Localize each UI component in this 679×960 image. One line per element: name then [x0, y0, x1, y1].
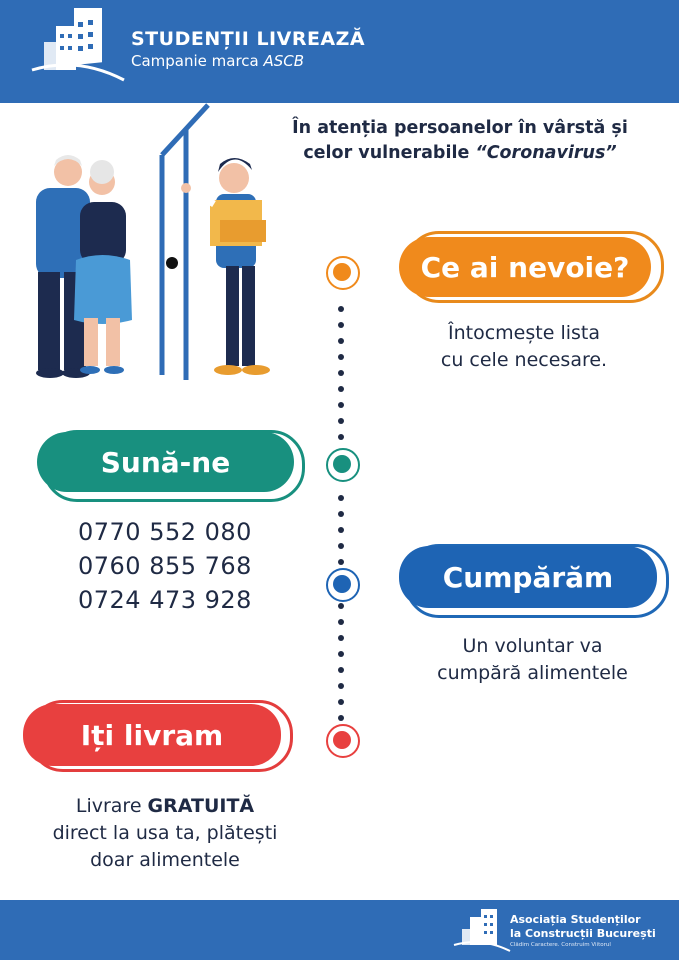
step-deliver-line-1: Livrare GRATUITĂ — [75, 795, 255, 817]
timeline-node-call — [326, 448, 360, 482]
step-buy-line-1: Un voluntar va — [462, 635, 603, 657]
buildings-logo-icon — [28, 8, 128, 84]
campaign-subtitle: Campanie marca ASCB — [131, 52, 305, 70]
timeline-dot — [338, 619, 344, 625]
timeline-dot — [338, 527, 344, 533]
association-logo-icon — [452, 905, 512, 955]
timeline-dot — [338, 683, 344, 689]
step-need-description — [404, 320, 644, 374]
timeline-dot — [338, 603, 344, 609]
timeline-dot — [338, 559, 344, 565]
timeline-dot — [338, 635, 344, 641]
timeline-dot — [338, 511, 344, 517]
timeline-dot — [338, 306, 344, 312]
phone-number[interactable]: 0724 473 928 — [78, 586, 252, 614]
timeline-dot — [338, 715, 344, 721]
timeline-dot — [338, 322, 344, 328]
footer-org-line-1: Asociația Studenților — [510, 913, 641, 926]
timeline-node-buy — [326, 568, 360, 602]
timeline-dot — [338, 651, 344, 657]
courier-figure — [181, 158, 270, 375]
timeline-dot — [338, 699, 344, 705]
timeline-dot — [338, 370, 344, 376]
timeline-dot — [338, 543, 344, 549]
intro-line-2: celor vulnerabile “Coronavirus” — [303, 143, 617, 163]
step-need-title: Ce ai nevoie? — [399, 237, 651, 297]
timeline-node-deliver — [326, 724, 360, 758]
timeline-dot — [338, 402, 344, 408]
timeline-dot — [338, 354, 344, 360]
timeline-dot — [338, 338, 344, 344]
timeline-dot — [338, 418, 344, 424]
step-deliver-line-3: doar alimentele — [90, 849, 240, 871]
timeline-node-need — [326, 256, 360, 290]
intro-line-1: În atenția persoanelor în vârstă și — [292, 118, 628, 138]
step-deliver-line-2: direct la usa ta, plătești — [52, 822, 278, 844]
timeline-dot — [338, 667, 344, 673]
timeline-dot — [338, 386, 344, 392]
step-deliver-description — [20, 793, 310, 874]
door-icon — [162, 105, 208, 380]
timeline-dot — [338, 495, 344, 501]
step-deliver-title: Iți livram — [23, 704, 281, 766]
footer-tagline: Clădim Caractere. Construim Viitorul — [510, 942, 611, 948]
phone-number[interactable]: 0770 552 080 — [78, 518, 252, 546]
phone-number[interactable]: 0760 855 768 — [78, 552, 252, 580]
step-need-line-1: Întocmește lista — [448, 322, 600, 344]
timeline-dot — [338, 434, 344, 440]
delivery-illustration — [20, 100, 320, 385]
step-call-title: Sună-ne — [37, 432, 294, 492]
step-buy-title: Cumpărăm — [399, 546, 657, 608]
step-buy-description — [400, 633, 665, 687]
campaign-title: STUDENȚII LIVREAZĂ — [131, 28, 366, 50]
step-need-line-2: cu cele necesare. — [440, 349, 608, 371]
phone-list — [78, 515, 252, 617]
step-buy-line-2: cumpără alimentele — [437, 662, 628, 684]
footer-org-line-2: la Construcții București — [510, 927, 656, 940]
